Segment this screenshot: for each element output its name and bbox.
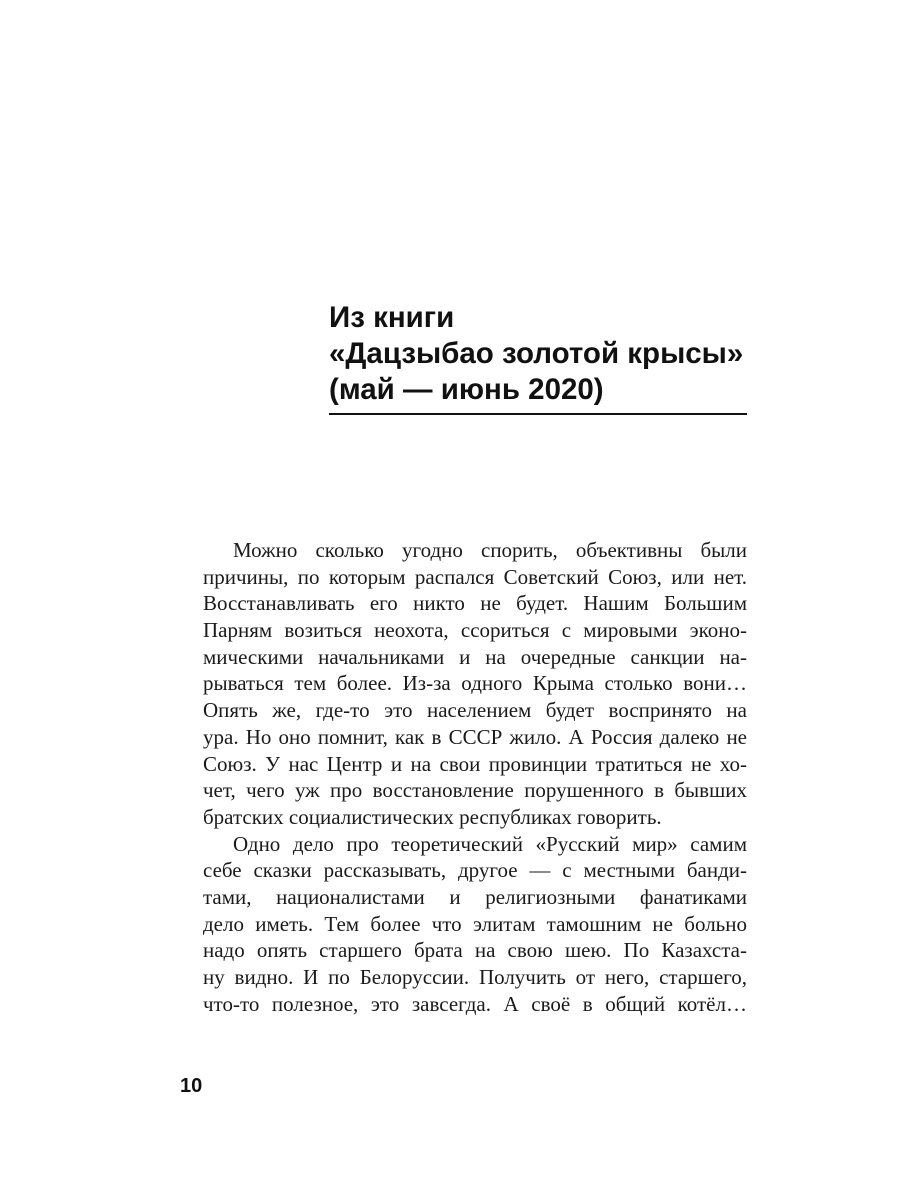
- text-line: тами, националистами и религиозными фанатиками: [203, 884, 747, 909]
- text-line: чет, чего уж про восстановление порушенного в бывших: [203, 778, 747, 803]
- text-line: ну видно. И по Белоруссии. Получить от него, старшего,: [203, 965, 747, 989]
- text-line: себе сказки рассказывать, другое — с местными банди-: [203, 858, 747, 883]
- text-line: ура. Но оно помнит, как в СССР жило. А Россия далеко не: [203, 724, 747, 749]
- text-line: Восстанавливать его никто не будет. Нашим Большим: [203, 591, 747, 616]
- text-line: Можно сколько угодно спорить, объективны были: [233, 538, 747, 562]
- paragraph-1: [203, 537, 747, 831]
- text-line: надо опять старшего брата на свою шею. По Казахста-: [203, 938, 747, 963]
- text-line: рываться тем более. Из-за одного Крыма столько вони…: [203, 671, 747, 696]
- heading-line-2: «Дацзыбао золотой крысы»: [329, 337, 744, 370]
- text-line: Союз. У нас Центр и на свои провинции тратиться не хо-: [203, 751, 747, 776]
- body-text: [203, 537, 747, 1017]
- paragraph-2: [203, 831, 747, 1018]
- text-line: мическими начальниками и на очередные санкции на-: [203, 644, 747, 669]
- page-number: 10: [180, 1075, 203, 1097]
- heading-rule: [329, 413, 747, 415]
- text-line: Опять же, где-то это населением будет воспринято на: [203, 698, 747, 723]
- text-line: причины, по которым распался Советский Союз, или нет.: [203, 564, 747, 589]
- text-line: братских социалистических республиках говорить.: [203, 804, 662, 829]
- text-line: дело иметь. Тем более что элитам тамошним не больно: [203, 911, 747, 936]
- chapter-heading: [329, 300, 747, 408]
- heading-line-1: Из книги: [329, 301, 455, 334]
- heading-line-3: (май — июнь 2020): [329, 373, 604, 406]
- text-line: что-то полезное, это завсегда. А своё в общий котёл…: [203, 991, 747, 1016]
- text-line: Парням возиться неохота, ссориться с мировыми эконо-: [203, 618, 747, 643]
- text-line: Одно дело про теоретический «Русский мир» самим: [233, 831, 747, 856]
